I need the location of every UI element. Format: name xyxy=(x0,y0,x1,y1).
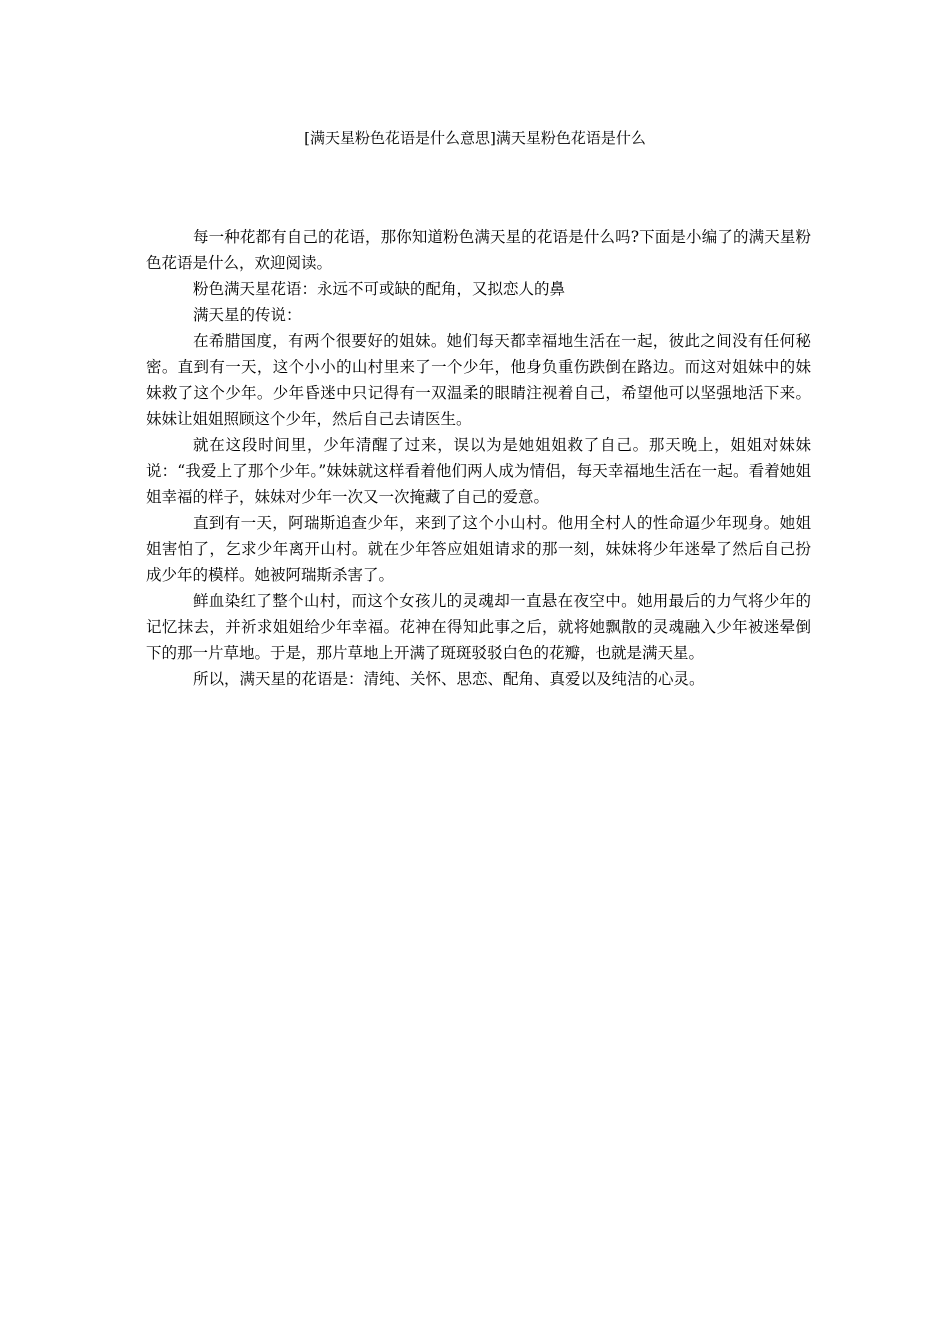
paragraph-conclusion: 所以，满天星的花语是：清纯、关怀、思恋、配角、真爱以及纯洁的心灵。 xyxy=(193,670,705,688)
paragraph-legend-heading: 满天星的传说： xyxy=(193,306,302,324)
paragraph-intro: 每一种花都有自己的花语，那你知道粉色满天星的花语是什么吗?下面是小编了的满天星粉色花语是什么，欢迎阅读。 xyxy=(146,228,811,272)
paragraph-legend-3: 直到有一天，阿瑞斯追查少年，来到了这个小山村。他用全村人的性命逼少年现身。她姐姐害怕了，乞求少年离开山村。就在少年答应姐姐请求的那一刻，妹妹将少年迷晕了然后自己扮成少年的模样。她被阿瑞斯杀害了。 xyxy=(146,514,811,584)
document-body xyxy=(146,224,811,692)
paragraph-legend-2: 就在这段时间里，少年清醒了过来，误以为是她姐姐救了自己。那天晚上，姐姐对妹妹说：“我爱上了那个少年。”妹妹就这样看着他们两人成为情侣，每天幸福地生活在一起。看着她姐姐幸福的样子，妹妹对少年一次又一次掩藏了自己的爱意。 xyxy=(146,436,811,506)
paragraph-legend-1: 在希腊国度，有两个很要好的姐妹。她们每天都幸福地生活在一起，彼此之间没有任何秘密。直到有一天，这个小小的山村里来了一个少年，他身负重伤跌倒在路边。而这对姐妹中的妹妹救了这个少年。少年昏迷中只记得有一双温柔的眼睛注视着自己，希望他可以坚强地活下来。妹妹让姐姐照顾这个少年，然后自己去请医生。 xyxy=(146,332,811,428)
document-title: [满天星粉色花语是什么意思]满天星粉色花语是什么 xyxy=(304,129,646,147)
paragraph-flower-language: 粉色满天星花语：永远不可或缺的配角，又拟恋人的鼻 xyxy=(193,280,566,298)
paragraph-legend-4: 鲜血染红了整个山村，而这个女孩儿的灵魂却一直悬在夜空中。她用最后的力气将少年的记忆抹去，并祈求姐姐给少年幸福。花神在得知此事之后，就将她飘散的灵魂融入少年被迷晕倒下的那一片草地。于是，那片草地上开满了斑斑驳驳白色的花瓣，也就是满天星。 xyxy=(146,592,811,662)
